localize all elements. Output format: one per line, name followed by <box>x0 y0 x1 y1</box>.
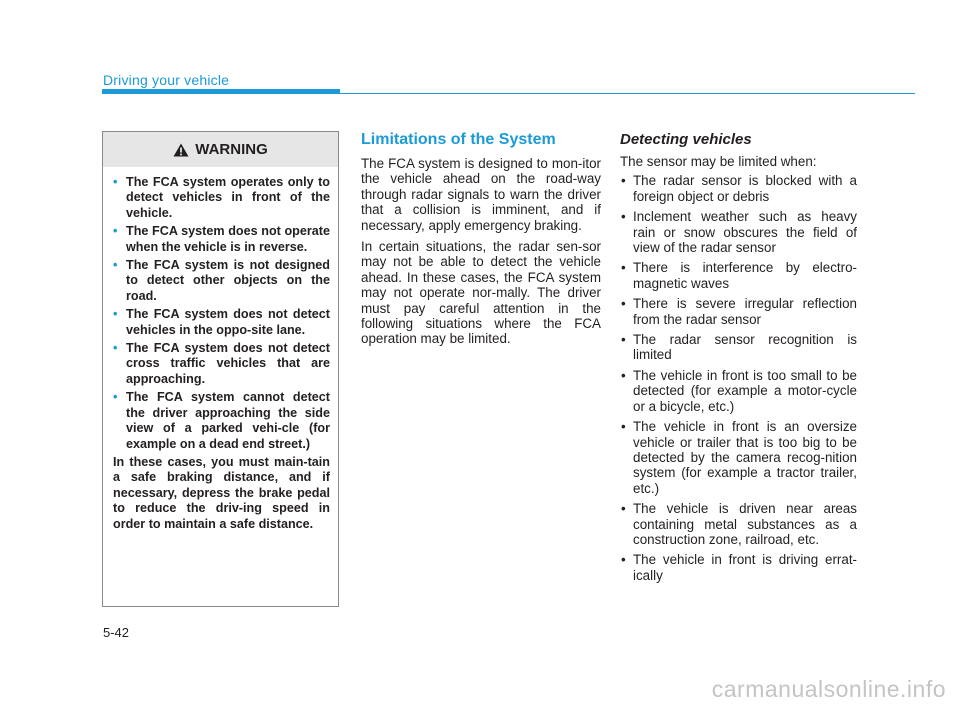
list-item-text: The vehicle is driven near areas containing metal substances as a construction zone, railroad, etc. <box>633 501 857 547</box>
bullet: • <box>113 175 118 189</box>
bullet: • <box>113 307 118 322</box>
bullet: • <box>113 390 118 405</box>
list-item <box>620 173 857 204</box>
warning-item-text: The FCA system does not detect cross traffic vehicles that are approaching. <box>126 341 330 386</box>
bullet: • <box>621 419 626 435</box>
header-accent-bar <box>102 89 340 94</box>
list-item <box>620 419 857 496</box>
detecting-column <box>620 131 857 588</box>
warning-header <box>103 132 338 167</box>
bullet: • <box>113 224 118 239</box>
warning-box <box>102 131 339 607</box>
watermark[interactable]: carmanualsonline.info <box>711 676 946 702</box>
bullet: • <box>621 209 626 225</box>
paragraph: In certain situations, the radar sen-sor may not be able to detect the vehicle ahead. In these cases, the FCA system may not operate nor-mally. The driver must pay careful attention in the following situations where the FCA operation may be limited. <box>361 239 601 347</box>
warning-item-text: The FCA system operates only to detect vehicles in front of the vehicle. <box>126 175 330 220</box>
warning-title: WARNING <box>195 141 268 158</box>
bullet: • <box>621 296 626 312</box>
list-item <box>620 552 857 583</box>
list-item-text: Inclement weather such as heavy rain or snow obscures the field of view of the radar sensor <box>633 209 857 256</box>
list-item <box>620 332 857 363</box>
warning-item-text: The FCA system does not detect vehicles in the oppo-site lane. <box>126 307 330 337</box>
list-item-text: The vehicle in front is too small to be detected (for example a motor-cycle or a bicycle, etc.) <box>633 367 857 414</box>
bullet: • <box>621 367 626 383</box>
header-title: Driving your vehicle <box>103 72 230 88</box>
intro-text: The sensor may be limited when: <box>620 154 817 169</box>
warning-body <box>103 167 338 532</box>
list-item-text: There is severe irregular reflection from the radar sensor <box>633 296 857 327</box>
warning-triangle-icon <box>173 143 189 157</box>
list-item-text: There is interference by electro-magnetic waves <box>633 260 857 291</box>
warning-item <box>113 390 330 452</box>
bullet: • <box>113 341 118 356</box>
warning-item-text: The FCA system cannot detect the driver approaching the side view of a parked vehi-cle (for example on a dead end street.) <box>126 390 330 451</box>
section-title: Limitations of the System <box>361 131 556 148</box>
list-item-text: The radar sensor is blocked with a foreign object or debris <box>633 173 857 204</box>
bullet: • <box>113 258 118 273</box>
bullet: • <box>621 260 626 276</box>
warning-item <box>113 258 330 304</box>
list-item-text: The vehicle in front is an oversize vehicle or trailer that is too big to be detected by the camera recog-nition system (for example a tractor trailer, etc.) <box>633 419 857 496</box>
bullet: • <box>621 173 626 189</box>
warning-item-text: The FCA system does not operate when the vehicle is in reverse. <box>126 224 330 254</box>
list-item-text: The vehicle in front is driving errat-ically <box>633 552 857 583</box>
bullet: • <box>621 552 626 568</box>
list-item <box>620 209 857 255</box>
warning-item <box>113 224 330 255</box>
list-item <box>620 501 857 547</box>
list-item-text: The radar sensor recognition is limited <box>633 332 857 363</box>
list-item <box>620 260 857 291</box>
list-item <box>620 296 857 327</box>
warning-note: In these cases, you must main-tain a safe braking distance, and if necessary, depress the brake pedal to reduce the driv-ing speed in order to maintain a safe distance. <box>113 454 330 531</box>
page-number: 5-42 <box>103 625 130 640</box>
limitations-column <box>361 131 601 353</box>
warning-item <box>113 307 330 338</box>
bullet: • <box>621 501 626 517</box>
subsection-title: Detecting vehicles <box>620 131 752 148</box>
header-rule <box>340 93 915 94</box>
warning-item-text: The FCA system is not designed to detect other objects on the road. <box>126 258 330 303</box>
warning-item <box>113 175 330 221</box>
paragraph: The FCA system is designed to mon-itor the vehicle ahead on the road-way through radar signals to warn the driver that a collision is imminent, and if necessary, apply emergency braking. <box>361 156 601 233</box>
bullet: • <box>621 332 626 348</box>
warning-item <box>113 341 330 387</box>
list-item <box>620 368 857 414</box>
